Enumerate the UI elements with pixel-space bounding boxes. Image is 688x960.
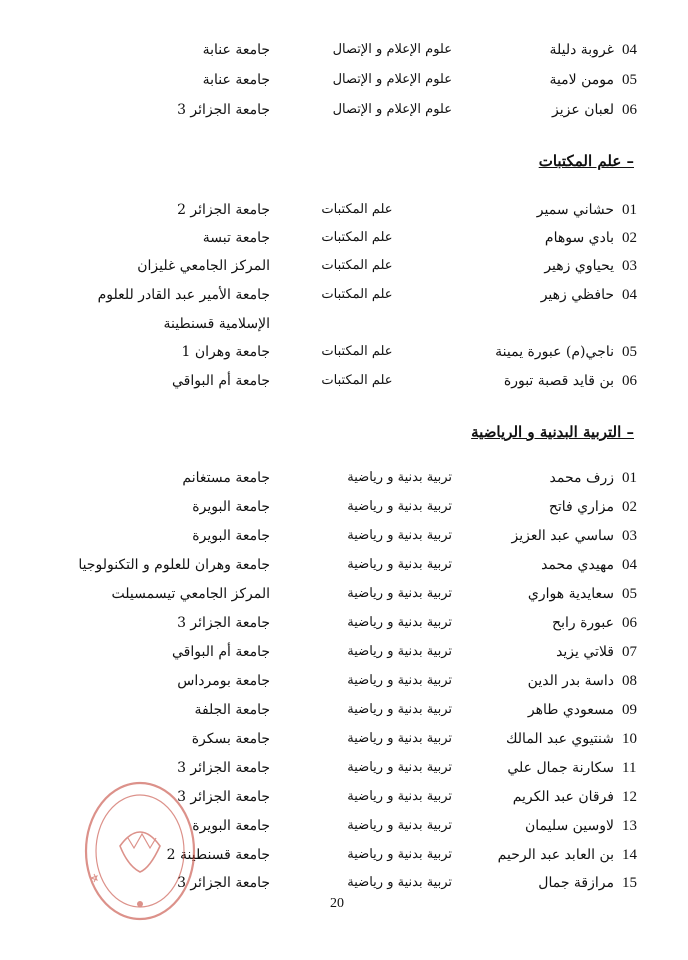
person-name: بن قايد قصبة تبورة	[503, 373, 614, 389]
university: جامعة مستغانم	[182, 470, 270, 486]
specialty: علم المكتبات	[321, 287, 393, 302]
person-name: بن العابد عبد الرحيم	[497, 847, 614, 863]
row-number: 03	[622, 528, 637, 544]
person-name: ناجي(م) عبورة يمينة	[495, 344, 614, 360]
person-name: غروبة دليلة	[549, 42, 614, 58]
university: جامعة الجزائر 3	[177, 760, 270, 776]
person-name: مومن لامية	[549, 72, 614, 88]
table-row	[0, 102, 688, 130]
university: جامعة الجزائر 3	[177, 789, 270, 805]
person-name: قلاتي يزيد	[556, 644, 614, 660]
row-number: 12	[622, 789, 637, 805]
specialty: علوم الإعلام و الإتصال	[332, 42, 452, 57]
university: جامعة قسنطينة 2	[166, 847, 270, 863]
row-number: 09	[622, 702, 637, 718]
row-number: 13	[622, 818, 637, 834]
row-number: 01	[622, 202, 637, 218]
specialty: تربية بدنية و رياضية	[347, 760, 452, 775]
specialty: تربية بدنية و رياضية	[347, 789, 452, 804]
specialty: علوم الإعلام و الإتصال	[332, 102, 452, 117]
university: جامعة بومرداس	[177, 673, 270, 689]
specialty: تربية بدنية و رياضية	[347, 499, 452, 514]
official-stamp	[80, 776, 200, 926]
table-row	[0, 673, 688, 701]
table-row	[0, 72, 688, 100]
specialty: تربية بدنية و رياضية	[347, 470, 452, 485]
row-number: 05	[622, 586, 637, 602]
person-name: حشاني سمير	[536, 202, 614, 218]
specialty: علم المكتبات	[321, 230, 393, 245]
row-number: 02	[622, 230, 637, 246]
section-heading-library: – علم المكتبات	[538, 152, 634, 170]
specialty: تربية بدنية و رياضية	[347, 615, 452, 630]
university: جامعة الجزائر 2	[177, 202, 270, 218]
university: جامعة أم البواقي	[172, 373, 270, 389]
university: جامعة الأمير عبد القادر للعلوم	[97, 287, 270, 303]
table-row	[0, 557, 688, 585]
university: جامعة البويرة	[192, 818, 270, 834]
person-name: مزاري فاتح	[548, 499, 614, 515]
table-row	[0, 528, 688, 556]
table-row	[0, 230, 688, 258]
university: جامعة أم البواقي	[172, 644, 270, 660]
table-row	[0, 615, 688, 643]
row-number: 05	[622, 72, 637, 88]
university-line2: الإسلامية قسنطينة	[163, 316, 270, 332]
specialty: علم المكتبات	[321, 373, 393, 388]
university: جامعة عنابة	[202, 72, 270, 88]
university: جامعة البويرة	[192, 528, 270, 544]
university: المركز الجامعي غليزان	[137, 258, 270, 274]
row-number: 04	[622, 557, 637, 573]
table-row	[0, 586, 688, 614]
specialty: تربية بدنية و رياضية	[347, 847, 452, 862]
row-number: 01	[622, 470, 637, 486]
person-name: زرف محمد	[549, 470, 614, 486]
specialty: تربية بدنية و رياضية	[347, 528, 452, 543]
person-name: فرقان عبد الكريم	[512, 789, 614, 805]
specialty: علوم الإعلام و الإتصال	[332, 72, 452, 87]
person-name: داسة بدر الدين	[527, 673, 614, 689]
specialty: تربية بدنية و رياضية	[347, 875, 452, 890]
university: جامعة وهران 1	[181, 344, 270, 360]
person-name: سعايدية هواري	[527, 586, 614, 602]
table-row	[0, 702, 688, 730]
specialty: تربية بدنية و رياضية	[347, 818, 452, 833]
university: جامعة الجزائر 3	[177, 615, 270, 631]
person-name: لاوسين سليمان	[524, 818, 614, 834]
row-number: 14	[622, 847, 637, 863]
person-name: ساسي عبد العزيز	[511, 528, 614, 544]
row-number: 05	[622, 344, 637, 360]
university: المركز الجامعي تيسمسيلت	[111, 586, 270, 602]
table-row	[0, 731, 688, 759]
table-row	[0, 258, 688, 286]
row-number: 07	[622, 644, 637, 660]
row-number: 02	[622, 499, 637, 515]
person-name: عبورة رابح	[552, 615, 614, 631]
row-number: 11	[622, 760, 637, 776]
specialty: تربية بدنية و رياضية	[347, 557, 452, 572]
page-number: 20	[330, 896, 344, 911]
university: جامعة تبسة	[202, 230, 270, 246]
row-number: 04	[622, 42, 637, 58]
table-row	[0, 644, 688, 672]
row-number: 10	[622, 731, 637, 747]
row-number: 06	[622, 102, 637, 118]
table-row	[0, 344, 688, 372]
specialty: تربية بدنية و رياضية	[347, 586, 452, 601]
person-name: مسعودي طاهر	[527, 702, 614, 718]
specialty: تربية بدنية و رياضية	[347, 702, 452, 717]
university: جامعة البويرة	[192, 499, 270, 515]
specialty: تربية بدنية و رياضية	[347, 673, 452, 688]
table-row-continuation	[0, 316, 688, 344]
person-name: يحياوي زهير	[544, 258, 614, 274]
row-number: 03	[622, 258, 637, 274]
person-name: لعبان عزيز	[552, 102, 614, 118]
university: جامعة عنابة	[202, 42, 270, 58]
specialty: علم المكتبات	[321, 202, 393, 217]
row-number: 06	[622, 615, 637, 631]
section-heading-sport: – التربية البدنية و الرياضية	[471, 423, 634, 441]
row-number: 06	[622, 373, 637, 389]
person-name: مرازقة جمال	[538, 875, 614, 891]
university: جامعة وهران للعلوم و التكنولوجيا	[78, 557, 270, 573]
person-name: بادي سوهام	[544, 230, 614, 246]
row-number: 04	[622, 287, 637, 303]
row-number: 08	[622, 673, 637, 689]
university: جامعة الجزائر 3	[177, 875, 270, 891]
specialty: تربية بدنية و رياضية	[347, 731, 452, 746]
table-row	[0, 42, 688, 70]
university: جامعة الجزائر 3	[177, 102, 270, 118]
person-name: شنتيوي عبد المالك	[505, 731, 614, 747]
row-number: 15	[622, 875, 637, 891]
person-name: سكارنة جمال علي	[507, 760, 614, 776]
table-row	[0, 202, 688, 230]
specialty: تربية بدنية و رياضية	[347, 644, 452, 659]
specialty: علم المكتبات	[321, 344, 393, 359]
university: جامعة بسكرة	[191, 731, 270, 747]
table-row	[0, 287, 688, 315]
table-row	[0, 373, 688, 401]
person-name: مهيدي محمد	[541, 557, 614, 573]
specialty: علم المكتبات	[321, 258, 393, 273]
table-row	[0, 499, 688, 527]
table-row	[0, 470, 688, 498]
person-name: حافظي زهير	[540, 287, 614, 303]
university: جامعة الجلفة	[194, 702, 270, 718]
